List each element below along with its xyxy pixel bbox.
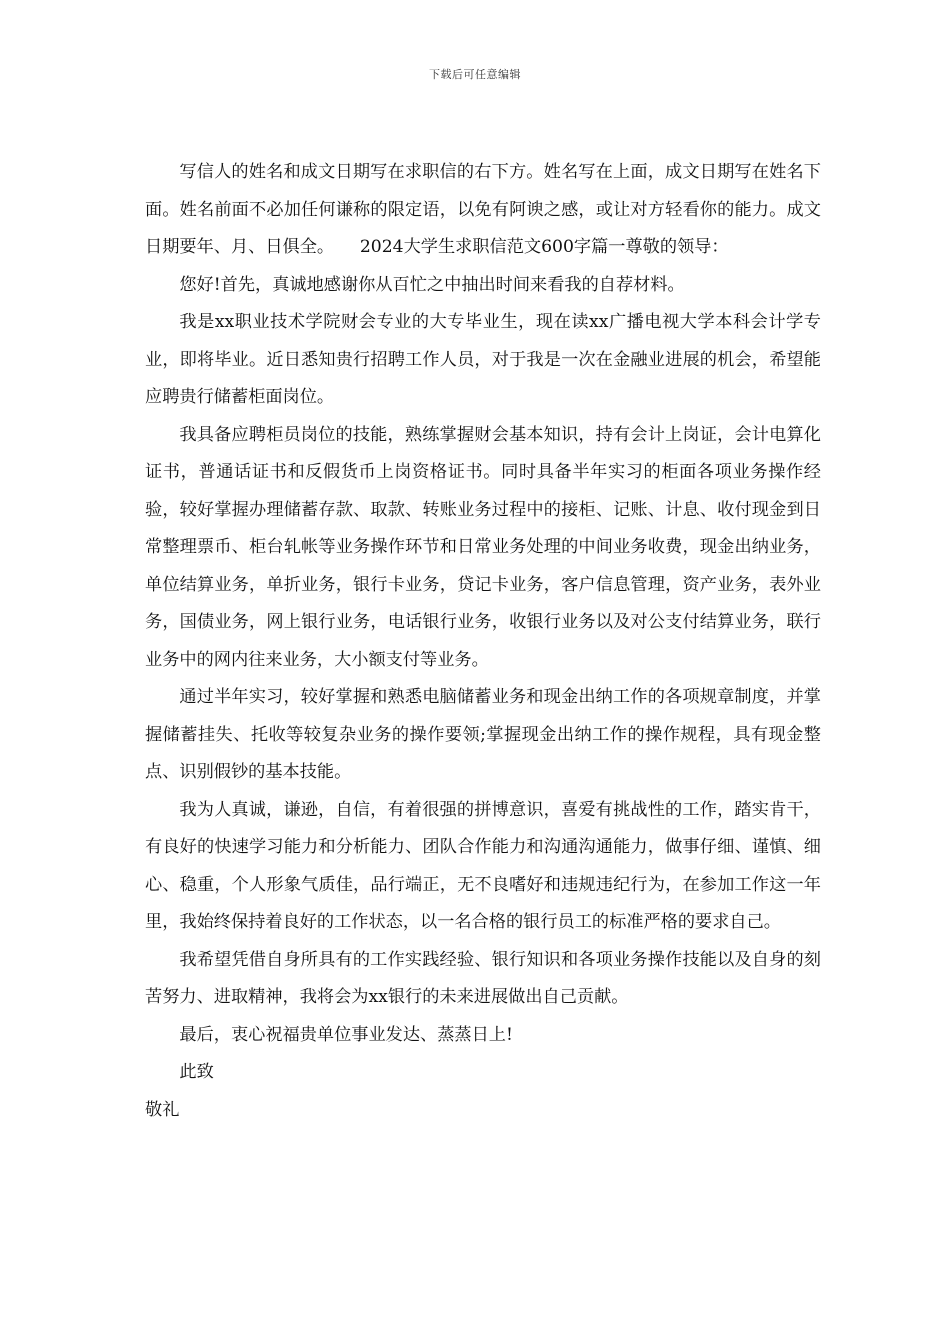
paragraph-wishes: 最后，衷心祝福贵单位事业发达、蒸蒸日上! <box>179 1024 513 1045</box>
paragraph-salutation: 此致 <box>179 1062 214 1082</box>
paragraph-internship: 通过半年实习，较好掌握和熟悉电脑储蓄业务和现金出纳工作的各项规章制度，并掌握储蓄挂失、托收等较复杂业务的操作要领;掌握现金出纳工作的操作规程，具有现金整点、识别假钞的基本技能。 <box>145 687 821 782</box>
paragraph-skills: 我具备应聘柜员岗位的技能，熟练掌握财会基本知识，持有会计上岗证，会计电算化证书，普通话证书和反假货币上岗资格证书。同时具备半年实习的柜面各项业务操作经验，较好掌握办理储蓄存款、取款、转账业务过程中的接柜、记账、计息、收付现金到日常整理票币、柜台轧帐等业务操作环节和日常业务处理的中间业务收费，现金出纳业务，单位结算业务，单折业务，银行卡业务，贷记卡业务，客户信息管理，资产业务，表外业务，国债业务，网上银行业务，电话银行业务，收银行业务以及对公支付结算业务，联行业务中的网内往来业务，大小额支付等业务。 <box>145 424 821 670</box>
letter-body <box>145 154 821 1129</box>
paragraph-intro: 写信人的姓名和成文日期写在求职信的右下方。姓名写在上面，成文日期写在姓名下面。姓名前面不必加任何谦称的限定语，以免有阿谀之感，或让对方轻看你的能力。成文日期要年、月、日俱全。 2024大学生求职信范文600字篇一尊敬的领导： <box>145 162 821 257</box>
paragraph-background: 我是xx职业技术学院财会专业的大专毕业生，现在读xx广播电视大学本科会计学专业，即将毕业。近日悉知贵行招聘工作人员，对于我是一次在金融业进展的机会，希望能应聘贵行储蓄柜面岗位。 <box>145 312 821 407</box>
paragraph-personality: 我为人真诚，谦逊，自信，有着很强的拼博意识，喜爱有挑战性的工作，踏实肯干，有良好的快速学习能力和分析能力、团队合作能力和沟通沟通能力，做事仔细、谨慎、细心、稳重，个人形象气质佳，品行端正，无不良嗜好和违规违纪行为，在参加工作这一年里，我始终保持着良好的工作状态，以一名合格的银行员工的标准严格的要求自己。 <box>145 799 821 932</box>
paragraph-hope: 我希望凭借自身所具有的工作实践经验、银行知识和各项业务操作技能以及自身的刻苦努力、进取精神，我将会为xx银行的未来进展做出自己贡献。 <box>145 949 821 1007</box>
paragraph-closing: 敬礼 <box>145 1099 180 1120</box>
page-header: 下载后可任意编辑 <box>429 68 521 81</box>
paragraph-greeting: 您好!首先，真诚地感谢你从百忙之中抽出时间来看我的自荐材料。 <box>179 274 685 295</box>
